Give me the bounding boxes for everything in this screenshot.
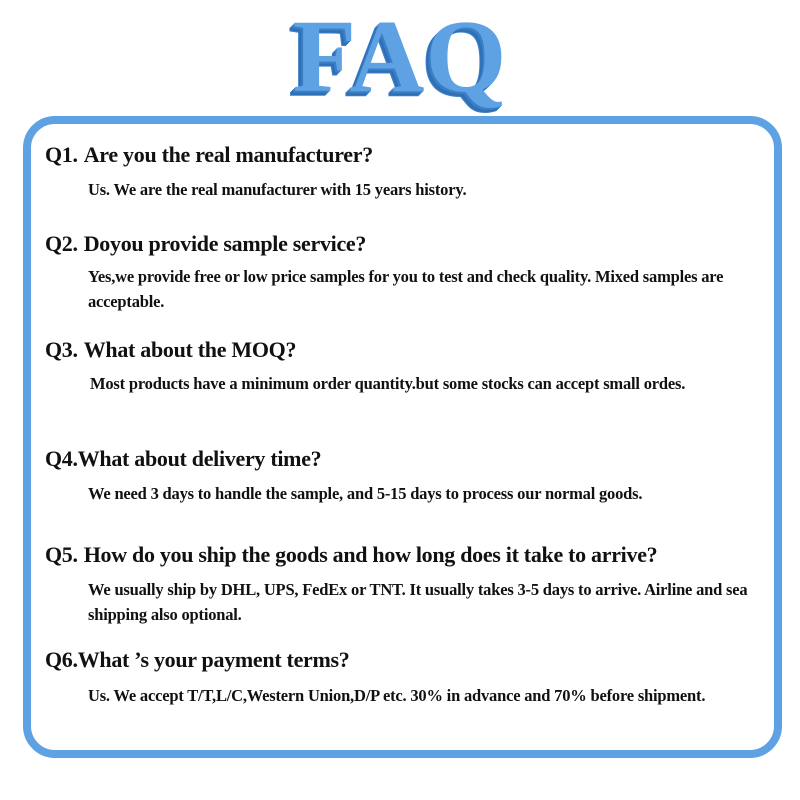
question-text: What about delivery time? <box>77 446 322 471</box>
question-1 <box>45 142 373 168</box>
question-text: Are you the real manufacturer? <box>83 142 373 167</box>
question-number: Q6. <box>45 647 78 672</box>
question-text: What about the MOQ? <box>83 337 297 362</box>
faq-title: FAQ <box>292 0 508 114</box>
question-5 <box>45 542 657 568</box>
answer-5: We usually ship by DHL, UPS, FedEx or TNT. It usually takes 3-5 days to arrive. Airline and sea shipping also optional. <box>88 580 748 624</box>
answer-3: Most products have a minimum order quantity.but some stocks can accept small ordes. <box>90 374 686 393</box>
question-number: Q3. <box>45 337 78 362</box>
question-number: Q1. <box>45 142 78 167</box>
question-6 <box>45 647 350 673</box>
question-number: Q4. <box>45 446 78 471</box>
answer-2: Yes,we provide free or low price samples for you to test and check quality. Mixed samples are acceptable. <box>88 267 724 311</box>
question-text: Doyou provide sample service? <box>83 231 367 256</box>
question-4 <box>45 446 321 472</box>
answer-4: We need 3 days to handle the sample, and 5-15 days to process our normal goods. <box>88 484 643 503</box>
faq-box <box>23 116 782 758</box>
answer-1: Us. We are the real manufacturer with 15 years history. <box>88 180 467 199</box>
question-number: Q2. <box>45 231 78 256</box>
question-number: Q5. <box>45 542 78 567</box>
question-text: How do you ship the goods and how long does it take to arrive? <box>83 542 658 567</box>
question-text: What ’s your payment terms? <box>77 647 350 672</box>
answer-6: Us. We accept T/T,L/C,Western Union,D/P etc. 30% in advance and 70% before shipment. <box>88 686 706 705</box>
question-2 <box>45 231 366 257</box>
question-3 <box>45 337 296 363</box>
